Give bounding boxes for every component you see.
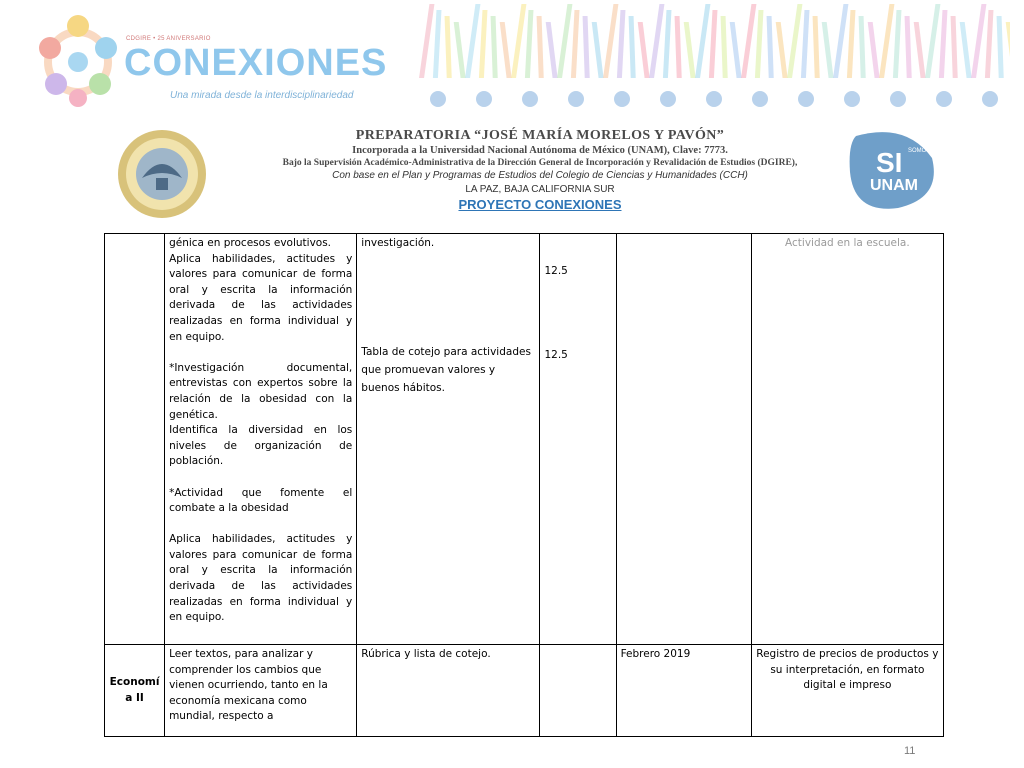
- stripe: [833, 4, 848, 78]
- stripe: [583, 16, 590, 78]
- stripe: [617, 10, 626, 78]
- subject-name: Economí a II: [109, 675, 160, 704]
- stripe-dot: [982, 91, 998, 107]
- product-text: Actividad en la escuela.: [785, 237, 910, 249]
- weight-cell: [540, 234, 616, 645]
- stripe: [847, 10, 856, 78]
- page-number: 11: [904, 745, 916, 757]
- stripe: [695, 4, 710, 78]
- svg-text:SOMOS: SOMOS: [908, 148, 931, 154]
- paragraph-gap: [169, 517, 352, 533]
- stripe: [433, 10, 442, 78]
- stripe: [511, 4, 526, 78]
- stripe-group: [971, 4, 1010, 107]
- learning-paragraph: *Actividad que fomente el combate a la obesidad: [169, 486, 353, 515]
- stripe: [951, 16, 958, 78]
- paragraph-gap: [169, 345, 352, 361]
- logo-subtitle: CDGIRE • 25 ANIVERSARIO: [126, 36, 211, 42]
- school-plan: Con base en el Plan y Programas de Estudios del Colegio de Ciencias y Humanidades (CCH): [332, 170, 748, 181]
- weight-cell: [540, 645, 616, 737]
- evaluation-cell: [357, 645, 540, 737]
- stripe: [1006, 22, 1010, 78]
- stripe: [868, 22, 880, 78]
- stripe: [730, 22, 742, 78]
- stripe: [822, 22, 834, 78]
- stripe: [500, 22, 512, 78]
- stripe: [684, 22, 696, 78]
- stripe: [721, 16, 728, 78]
- decorative-stripes: [410, 0, 1010, 112]
- stripe: [939, 10, 948, 78]
- stripe: [465, 4, 480, 78]
- stripe: [546, 22, 558, 78]
- stripe: [879, 4, 894, 78]
- paragraph-gap: [169, 470, 352, 486]
- evaluation-cell: [357, 234, 540, 645]
- stripe: [960, 22, 972, 78]
- stripe-dot: [476, 91, 492, 107]
- stripe-group: [879, 4, 926, 107]
- stripe: [776, 22, 788, 78]
- project-title: PROYECTO CONEXIONES: [458, 197, 622, 212]
- conexiones-network-icon: [28, 12, 128, 112]
- stripe: [454, 22, 466, 78]
- stripe: [491, 16, 498, 78]
- stripe: [629, 16, 636, 78]
- learning-paragraph: Aplica habilidades, actitudes y valores para comunicar de forma oral y escrita la información derivada de las actividades realizadas en forma individual y en equipo.: [169, 252, 353, 343]
- stripe-group: [511, 4, 558, 107]
- stripe-dot: [752, 91, 768, 107]
- stripe: [914, 22, 926, 78]
- learning-cell: [165, 234, 357, 645]
- activities-table: [104, 233, 944, 737]
- school-supervision: Bajo la Supervisión Académico-Administrativa de la Dirección General de Incorporación y Revalidación de Estudios (DGIRE),: [282, 158, 798, 168]
- school-seal: [116, 128, 208, 220]
- evaluation-text: investigación.: [361, 237, 435, 249]
- stripe-group: [787, 4, 834, 107]
- stripe: [813, 16, 820, 78]
- stripe-group: [833, 4, 880, 107]
- stripe: [787, 4, 802, 78]
- weight-value: 12.5: [544, 348, 568, 361]
- stripe: [638, 22, 650, 78]
- stripe-dot: [568, 91, 584, 107]
- school-title: PREPARATORIA “JOSÉ MARÍA MORELOS Y PAVÓN”: [355, 128, 725, 143]
- svg-text:UNAM: UNAM: [870, 177, 918, 194]
- stripe: [537, 16, 544, 78]
- stripe-group: [649, 4, 696, 107]
- stripe: [445, 16, 452, 78]
- stripe-group: [419, 4, 466, 107]
- evaluation-text: Rúbrica y lista de cotejo.: [361, 648, 491, 660]
- stripe: [985, 10, 994, 78]
- stripe: [801, 10, 810, 78]
- stripe: [592, 22, 604, 78]
- stripe: [741, 4, 756, 78]
- logo-tagline: Una mirada desde la interdisciplinariedad: [170, 90, 354, 101]
- learning-paragraph: Aplica habilidades, actitudes y valores para comunicar de forma oral y escrita la información derivada de las actividades realizadas en forma individual y en equipo.: [169, 533, 353, 624]
- table-row: [105, 645, 944, 737]
- stripe: [905, 16, 912, 78]
- stripe: [571, 10, 580, 78]
- product-cell: [751, 234, 943, 645]
- table-row: [105, 234, 944, 645]
- conexiones-logo: [28, 8, 408, 108]
- subject-cell: [105, 645, 165, 737]
- stripe-dot: [936, 91, 952, 107]
- date-text: Febrero 2019: [620, 648, 691, 660]
- stripe: [649, 4, 664, 78]
- stripe: [925, 4, 940, 78]
- stripe: [419, 4, 434, 78]
- learning-paragraph: *Investigación documental, entrevistas con expertos sobre la relación de la obesidad con la genética.: [169, 361, 353, 421]
- school-incorporation: Incorporada a la Universidad Nacional Autónoma de México (UNAM), Clave: 7773.: [352, 145, 728, 156]
- weight-value: 12.5: [544, 265, 568, 277]
- stripe: [479, 10, 488, 78]
- stripe-dot: [614, 91, 630, 107]
- date-cell: [616, 645, 751, 737]
- stripe: [603, 4, 618, 78]
- stripe-dot: [844, 91, 860, 107]
- stripe: [663, 10, 672, 78]
- learning-paragraphs: [169, 236, 352, 626]
- stripe-dot: [660, 91, 676, 107]
- stripe-dot: [798, 91, 814, 107]
- stripe-group: [603, 4, 650, 107]
- school-location: LA PAZ, BAJA CALIFORNIA SUR: [465, 184, 615, 195]
- learning-text: Leer textos, para analizar y comprender los cambios que vienen ocurriendo, tanto en la economía mexicana como mundial, respecto a: [169, 648, 328, 723]
- stripe-group: [465, 4, 512, 107]
- stripe: [709, 10, 718, 78]
- stripe-dot: [430, 91, 446, 107]
- learning-paragraph: Identifica la diversidad en los niveles de organización de población.: [169, 424, 353, 468]
- stripe: [971, 4, 986, 78]
- product-text: Registro de precios de productos y su interpretación, en formato digital e impreso: [756, 648, 939, 692]
- learning-paragraph: génica en procesos evolutivos.: [169, 237, 332, 249]
- stripe: [859, 16, 866, 78]
- stripe-dot: [890, 91, 906, 107]
- learning-cell: [165, 645, 357, 737]
- svg-text:SI: SI: [876, 147, 903, 178]
- stripe: [557, 4, 572, 78]
- school-header: [220, 128, 860, 212]
- stripe-group: [741, 4, 788, 107]
- subject-cell: [105, 234, 165, 645]
- stripe-dot: [706, 91, 722, 107]
- stripe: [767, 16, 774, 78]
- stripe: [997, 16, 1004, 78]
- stripe: [675, 16, 682, 78]
- date-cell: [616, 234, 751, 645]
- stripe-group: [695, 4, 742, 107]
- stripe-group: [925, 4, 972, 107]
- stripe-dot: [522, 91, 538, 107]
- stripe-group: [557, 4, 604, 107]
- product-cell: [751, 645, 943, 737]
- stripe: [755, 10, 764, 78]
- logo-wordmark: CONEXIONES: [124, 42, 388, 84]
- stripe: [893, 10, 902, 78]
- evaluation-text: Tabla de cotejo para actividades que promuevan valores y buenos hábitos.: [361, 345, 531, 394]
- stripe: [525, 10, 534, 78]
